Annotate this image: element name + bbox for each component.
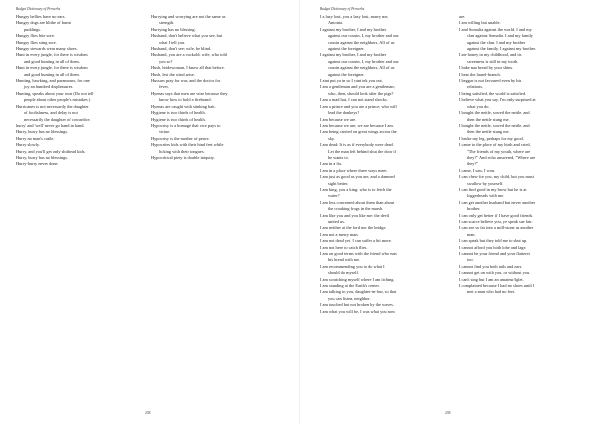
proverb-entry: I can chew for you, my child, but you must swallow by yourself.: [459, 174, 534, 186]
proverb-entry: Hyenas are caught with stinking bait.: [151, 103, 216, 109]
proverb-entry: I aint put ya in so I cant tek you out.: [320, 78, 383, 84]
proverb-entry: Husband, don't see; wife, be blind.: [151, 46, 212, 52]
proverb-entry: I can see so far into a mill-stone as another man.: [459, 225, 534, 237]
proverb-entry: Hungry flies bite sore.: [16, 33, 55, 39]
proverb-entry: are.: [459, 14, 466, 19]
proverb-entry: Hush, bridewoman, I know all that before.: [151, 65, 225, 71]
proverb-entry: I am not dead yet. I can suffer a bit more.: [320, 238, 392, 244]
proverb-entry: I came to the place of my birth and cried, "The friends of my youth, where are they?" And echo answered, "Where are they?": [459, 142, 536, 167]
proverb-entry: I bake naa bread by your shins.: [459, 65, 514, 71]
proverb-entry: I am being carried on great wings across the sky.: [320, 129, 397, 141]
proverb-entry: I can only get better if I have good friends.: [459, 212, 534, 218]
proverb-entry: I am because we are.: [320, 116, 357, 122]
proverb-entry: Hush, lest the wind arise.: [151, 71, 195, 77]
proverb-entry: Hungry bellies have no ears.: [16, 14, 66, 19]
proverb-entry: I and Somalia against the world. I and my clan against Somalia. I and my family against the clan. I and my brother against the family. I against my brother.: [459, 26, 536, 52]
proverb-entry: Hussars pray for war, and the doctor for fever.: [151, 78, 221, 90]
proverb-entry: I am in a fix.: [320, 161, 343, 167]
proverb-entry: Hunting, speaks about your own (Do not tell people about other people's mistakes.): [16, 90, 94, 103]
proverb-entry: Hypocrisy is the mother of peace.: [151, 135, 210, 141]
proverb-entry: I am standing at the Earth's center.: [320, 283, 380, 289]
proverb-entry: I can scarce believe you, ye speak sae fair.: [459, 219, 533, 224]
proverb-entry: I am recommending you to do what I should do myself.: [320, 263, 385, 276]
proverb-entry: Hypocritical piety is double iniquity.: [151, 154, 215, 160]
proverb-entry: I am not here to catch flies.: [320, 244, 368, 250]
proverb-entry: I am in a place where three ways meet.: [320, 167, 388, 173]
proverb-entry: I can't sing but I am an amateur/lglet.: [459, 276, 524, 282]
proverb-entry: I am touched but not broken by the waves.: [320, 302, 394, 308]
proverb-entry: I am talking to you, daughter-in-law, so that you can listen, neighbor.: [320, 289, 397, 301]
proverb-entry: I came, I saw, I won.: [459, 167, 496, 173]
proverb-entry: hurry' and 'well' never go hand in hand.: [16, 122, 85, 128]
proverb-entry: Husband, you are a cuckold; wife, who told you so?: [151, 52, 227, 64]
proverb-entry: Hurrying has no blessing.: [151, 26, 196, 32]
proverb-entry: I bought the nettle, sowed the nettle, and then the nettle stung me.: [459, 110, 530, 122]
proverb-entry: Hungry stewards wear many shoes.: [16, 46, 78, 52]
page-number: 238: [145, 411, 151, 415]
column-right: [459, 14, 587, 296]
proverb-entry: Hypocrisy is a homage that vice pays to virtue.: [151, 122, 221, 135]
proverb-entry: Hygiene is two thirds of health.: [151, 110, 206, 116]
proverb-entry: Hurry, and you'll get only shithead kids.: [16, 148, 86, 154]
column-left: [320, 14, 448, 315]
column-right: [151, 14, 275, 161]
proverb-entry: Hunting, hawking, and paramours, for one joy an hundred displeasures.: [16, 78, 90, 90]
proverb-entry: I am a prince and you are a prince; who will lead the donkeys?: [320, 103, 397, 116]
proverb-entry: Hurry, hurry has no blessings.: [16, 154, 69, 160]
proverb-entry: Hyenas says that men are wise because they know how to hold a firebrand.: [151, 90, 228, 103]
proverb-entry: I can find good in my brow but he is at loggerheads with me.: [459, 186, 527, 199]
proverb-entry: I am scratching myself where I am itching.: [320, 276, 395, 282]
proverb-entry: I bought the nettle, sowed the nettle, and then the nettle stung me.: [459, 122, 530, 135]
proverb-entry: Hungry flies sting sore.: [16, 39, 57, 45]
proverb-entry: I ate honey in my childhood, and its sweetness is still in my tooth.: [459, 52, 522, 64]
proverb-entry: I can get another husband but never another brother.: [459, 199, 536, 212]
proverb-entry: I beggar is not favoured even by his relations.: [459, 78, 522, 90]
proverb-entry: I am what you will be, I was what you now: [320, 308, 396, 314]
proverb-entry: Hurry, hurry has no blessings.: [16, 129, 69, 135]
proverb-entry: Hurry slowly.: [16, 142, 40, 148]
proverb-entry: I bear the laurel-branch.: [459, 71, 501, 77]
proverb-entry: Hurry no man's cattle.: [16, 135, 55, 141]
proverb-entry: I am on good terms with the friend who eats his bread with me.: [320, 251, 397, 263]
proverb-entry: Hungry dogs are blithe of burnt puddings.: [16, 20, 71, 32]
proverb-entry: I being satisfied, the world is satisfied.: [459, 90, 527, 96]
proverb-entry: I am not a merry man.: [320, 231, 359, 237]
proverb-entry: I am dead: It is as if everybody were dead. Let the man left behind shut the door if he wants to.: [320, 142, 397, 160]
proverb-entry: I am king, you a king: who is to fetch the water?: [320, 186, 392, 199]
proverb-entry: Hurrying and worrying are not the same as strength.: [151, 14, 226, 26]
proverb-entry: I against my brother, I and my brother against our cousin, I, my brother and our cousin against the neighbors, All of us against the foreigner.: [320, 26, 399, 52]
proverb-entry: I am willing but unable.: [459, 20, 501, 26]
right-page: [300, 0, 600, 424]
proverb-entry: I against my brother, I and my brother against our cousin, I, my brother and our cousin against the neighbors, All of us against the foreigner.: [320, 52, 399, 77]
proverb-entry: Hunt in every jungle, for there is wisdom and good hunting in all of them.: [16, 52, 88, 64]
proverb-entry: I cannot be your friend and your flatterer too.: [459, 251, 531, 263]
proverb-entry: I can speak but they told me to shut up.: [459, 238, 528, 244]
proverb-entry: Husband, don't believe what you see, but what I tell you.: [151, 33, 223, 45]
running-head: Budget Dictionary of Proverbs: [16, 7, 61, 11]
proverb-entry: Hygiene is two thirds of health.: [151, 116, 206, 122]
proverb-entry: I cannot afford you both lobe and lage.: [459, 244, 527, 250]
running-head: Budget Dictionary of Proverbs: [320, 7, 365, 11]
proverb-entry: I broke my leg, perhaps for my good.: [459, 135, 524, 141]
proverb-entry: Hurricanes is not necessarily the daughter of foolishness, and delay is not necessarily the daughter of cowardice.: [16, 103, 91, 122]
proverb-entry: I am neither at the ford nor the bridge.: [320, 225, 387, 231]
proverb-entry: Hurry-hurry never done.: [16, 161, 59, 167]
page-number: 238: [445, 411, 451, 415]
proverb-entry: I cannot get on with you, or without you.: [459, 270, 531, 276]
proverb-entry: Hunt in every jungle, for there is wisdom and good hunting in all of them.: [16, 65, 88, 77]
proverb-entry: I am like you and you like me: the devil united us.: [320, 212, 390, 224]
proverb-entry: I am just as good as you are, and a damned sight better.: [320, 174, 395, 186]
proverb-entry: Hypocrites kids with their hind feet while licking with their tongues.: [151, 142, 224, 154]
proverb-entry: I complained because I had no shoes until I met a man who had no feet.: [459, 283, 535, 295]
proverb-entry: I am a mad hut, I can not stand shocks.: [320, 97, 388, 103]
proverb-entry: I am because we are; we are because I am.: [320, 122, 394, 128]
column-left: [16, 14, 140, 168]
proverb-entry: I a lazy lout, you a lazy lout, marry me, Antonia.: [320, 14, 389, 26]
proverb-entry: I believe what you say, I'm only surprised at what you do.: [459, 97, 536, 109]
proverb-entry: I cannot find you both tails and ears.: [459, 263, 523, 269]
proverb-entry: I am a gentleman and you are a gentleman; who, then, should look after the pigs?: [320, 84, 395, 96]
proverb-entry: I am less concerned about them than about the croaking frogs in the marsh.: [320, 199, 395, 212]
